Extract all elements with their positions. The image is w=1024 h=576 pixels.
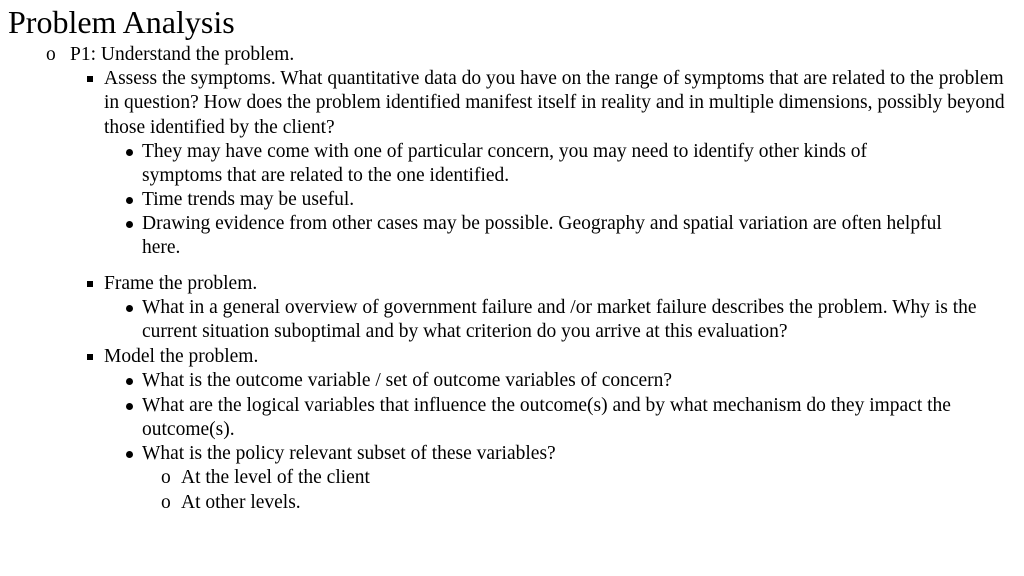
square-bullet-icon — [87, 76, 93, 82]
square-bullet-icon — [87, 354, 93, 360]
page-title: Problem Analysis — [8, 4, 235, 40]
dot-bullet-icon — [126, 149, 133, 156]
list-item-assess-symptoms: Assess the symptoms. What quantitative data do you have on the range of symptoms that are related to the problem in question? How does the problem identified manifest itself in reality and in multiple dimensions, possibly beyond those identified by the client? — [104, 68, 1005, 138]
square-bullet-icon — [87, 281, 93, 287]
list-item-logical-variables: What are the logical variables that influence the outcome(s) and by what mechanism do they impact the outcome(s). — [142, 395, 951, 441]
dot-bullet-icon — [126, 451, 133, 458]
list-item-model-problem: Model the problem. — [104, 346, 259, 367]
dot-bullet-icon — [126, 305, 133, 312]
circle-bullet-icon: o — [161, 467, 171, 488]
list-item-other-levels: At other levels. — [181, 492, 301, 513]
list-item-frame-problem: Frame the problem. — [104, 273, 258, 294]
list-item-other-symptoms: They may have come with one of particular concern, you may need to identify other kinds of symptoms that are related to the one identified. — [142, 141, 868, 187]
list-item-government-failure: What in a general overview of government failure and /or market failure describes the problem. Why is the current situation suboptimal and by what criterion do you arrive at this evaluation? — [142, 297, 977, 343]
list-item-client-level: At the level of the client — [181, 467, 370, 488]
list-item-policy-subset: What is the policy relevant subset of these variables? — [142, 443, 556, 464]
list-item-p1: P1: Understand the problem. — [70, 44, 295, 65]
circle-bullet-icon: o — [46, 44, 56, 65]
list-item-time-trends: Time trends may be useful. — [142, 189, 355, 210]
dot-bullet-icon — [126, 403, 133, 410]
dot-bullet-icon — [126, 378, 133, 385]
dot-bullet-icon — [126, 197, 133, 204]
dot-bullet-icon — [126, 221, 133, 228]
list-item-outcome-variable: What is the outcome variable / set of outcome variables of concern? — [142, 370, 673, 391]
list-item-other-cases: Drawing evidence from other cases may be possible. Geography and spatial variation are often helpful here. — [142, 213, 942, 259]
circle-bullet-icon: o — [161, 492, 171, 513]
